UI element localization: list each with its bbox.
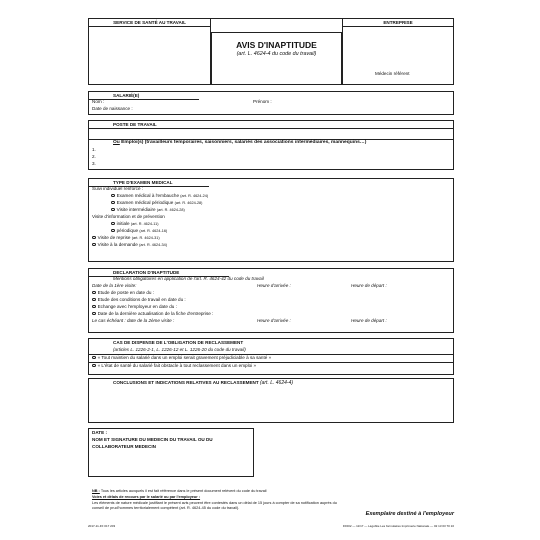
date-label: DATE : [92, 430, 107, 435]
heure-arrivee-1: Heure d'arrivée : [257, 283, 291, 288]
heure-depart-2: Heure de départ : [351, 318, 387, 323]
radio-icon[interactable] [92, 312, 96, 316]
radio-icon[interactable] [92, 236, 96, 240]
nb-text: Tous les articles auxquels il est fait référence dans le présent document relèvent du code du travail [100, 489, 267, 493]
visite-periodique-option[interactable]: périodique (art. R. 4624-16) [111, 228, 167, 234]
visite-information-label: Visite d'information et de prévention [92, 214, 165, 219]
radio-icon[interactable] [111, 222, 115, 226]
radio-icon[interactable] [111, 194, 115, 198]
conclusions-title: CONCLUSIONS ET INDICATIONS RELATIVES AU RECLASSEMENT [113, 380, 259, 385]
deuxieme-visite: Le cas échéant : date de la 2ème visite : [92, 318, 175, 323]
poste-box [88, 120, 454, 170]
fiche-entreprise-option[interactable]: Date de la dernière actualisation de la fiche d'entreprise : [92, 311, 213, 317]
radio-icon[interactable] [111, 208, 115, 212]
exemplaire-label: Exemplaire destiné à l'employeur [365, 511, 454, 517]
maintien-prejudiciable-option[interactable]: « Tout maintien du salarié dans un emploi serait gravement préjudiciable à sa santé » [92, 355, 271, 361]
echange-employeur-option[interactable]: Echange avec l'employeur en date du : [92, 304, 177, 310]
conclusions-box [88, 378, 454, 423]
radio-icon[interactable] [92, 291, 96, 295]
title-box [211, 32, 342, 85]
examen-embauche-option[interactable]: Examen médical à l'embauche (art. R. 4624-24) [111, 193, 208, 199]
radio-icon[interactable] [92, 305, 96, 309]
dispense-title: CAS DE DISPENSE DE L'OBLIGATION DE RECLASSEMENT [113, 340, 244, 345]
visite-initiale-option[interactable]: initiale (art. R. 4624-11) [111, 221, 158, 227]
service-sante-title: SERVICE DE SANTÉ AU TRAVAIL [89, 19, 210, 27]
emploi-text: Emploi(s) (travailleurs temporaires, saisonniers, salariés des associations intermédiaires, mannequins…) [121, 140, 367, 145]
radio-icon[interactable] [92, 298, 96, 302]
heure-arrivee-2: Heure d'arrivée : [257, 318, 291, 323]
date-naissance-label: Date de naissance : [92, 106, 133, 111]
nb-label: NB : [92, 489, 100, 493]
poste-line-1: 1. [92, 147, 96, 152]
examen-title: TYPE D'EXAMEN MEDICAL [89, 179, 209, 187]
emploi-line [113, 140, 366, 146]
voies-recours: Voies et délais de recours par le salarié ou par l'employeur : [92, 495, 201, 499]
poste-line-2: 2. [92, 154, 96, 159]
poste-line-3: 3. [92, 161, 96, 166]
examen-box [88, 178, 454, 262]
radio-icon[interactable] [92, 243, 96, 247]
entreprise-title: ENTREPRISE [343, 19, 453, 27]
radio-icon[interactable] [111, 229, 115, 233]
radio-icon[interactable] [111, 201, 115, 205]
prenom-label: Prénom : [253, 99, 272, 104]
mentions-obligatoires: Mentions obligatoires en application de l'art. R. 4624-42 du code du travail [113, 276, 264, 281]
recours-text-2: conseil de prud'hommes territorialement compétent (art. R. 4624-45 du code du travail). [92, 506, 240, 510]
declaration-box [88, 268, 454, 333]
salarie-box [88, 91, 454, 115]
service-sante-box [88, 18, 211, 85]
visite-intermediaire-option[interactable]: Visite intermédiaire (art. R. 4624-28) [111, 207, 185, 213]
dispense-box [88, 338, 454, 375]
page-subtitle: (art. L. 4624-4 du code du travail) [236, 51, 317, 57]
visite-reprise-option[interactable]: Visite de reprise (art. R. 4624-31) [92, 235, 160, 241]
suivi-renforce-label: Suivi individuel renforcé : [92, 186, 144, 191]
footer-right-code: FF002 — 11/17 — Légoblie Les formulaires Imprimerie Nationale — 02 13 03 70 10 [342, 524, 454, 528]
radio-icon[interactable] [92, 364, 96, 368]
conclusions-ref: (art. L. 4624-4) [259, 380, 294, 386]
emploi-ou: Ou [113, 140, 120, 145]
nom-signature-label: NOM ET SIGNATURE DU MEDECIN DU TRAVAIL OU DU [92, 437, 213, 442]
etude-poste-option[interactable]: Etude de poste en date du : [92, 290, 154, 296]
page-title: AVIS D'INAPTITUDE [236, 40, 317, 50]
medecin-referent-label: Médecin référent [375, 71, 410, 76]
header-top-rule [211, 18, 342, 19]
etude-conditions-option[interactable]: Etude des conditions de travail en date du : [92, 297, 186, 303]
declaration-title: DECLARATION D'INAPTITUDE [89, 269, 229, 277]
collaborateur-label: COLLABORATEUR MEDECIN [92, 444, 156, 449]
poste-title: POSTE DE TRAVAIL [89, 121, 453, 129]
heure-depart-1: Heure de départ : [351, 283, 387, 288]
signature-box [88, 428, 254, 477]
nom-label: Nom : [92, 99, 105, 104]
recours-text-1: Les éléments de nature médicale justifiant le présent avis peuvent être contestés dans un délai de 15 jours à compter de sa notification auprès du [92, 501, 337, 505]
radio-icon[interactable] [92, 356, 96, 360]
examen-periodique-option[interactable]: Examen médical périodique (art. R. 4624-28) [111, 200, 202, 206]
conclusions-title-line [113, 380, 293, 386]
date-premiere-visite: Date de la 1ère visite: [92, 283, 137, 288]
footer-left-code: 2017-11-FF 017 203 [88, 524, 116, 528]
visite-demande-option[interactable]: Visite à la demande (art. R. 4624-34) [92, 242, 167, 248]
dispense-articles: (articles L. 1226-2-1, L. 1226-12 et L. 1226-20 du code du travail) [113, 347, 246, 352]
salarie-title: SALARIÉ(E) [89, 92, 199, 100]
entreprise-box [342, 18, 454, 85]
obstacle-reclassement-option[interactable]: « L'état de santé du salarié fait obstacle à tout reclassement dans un emploi » [92, 363, 256, 369]
